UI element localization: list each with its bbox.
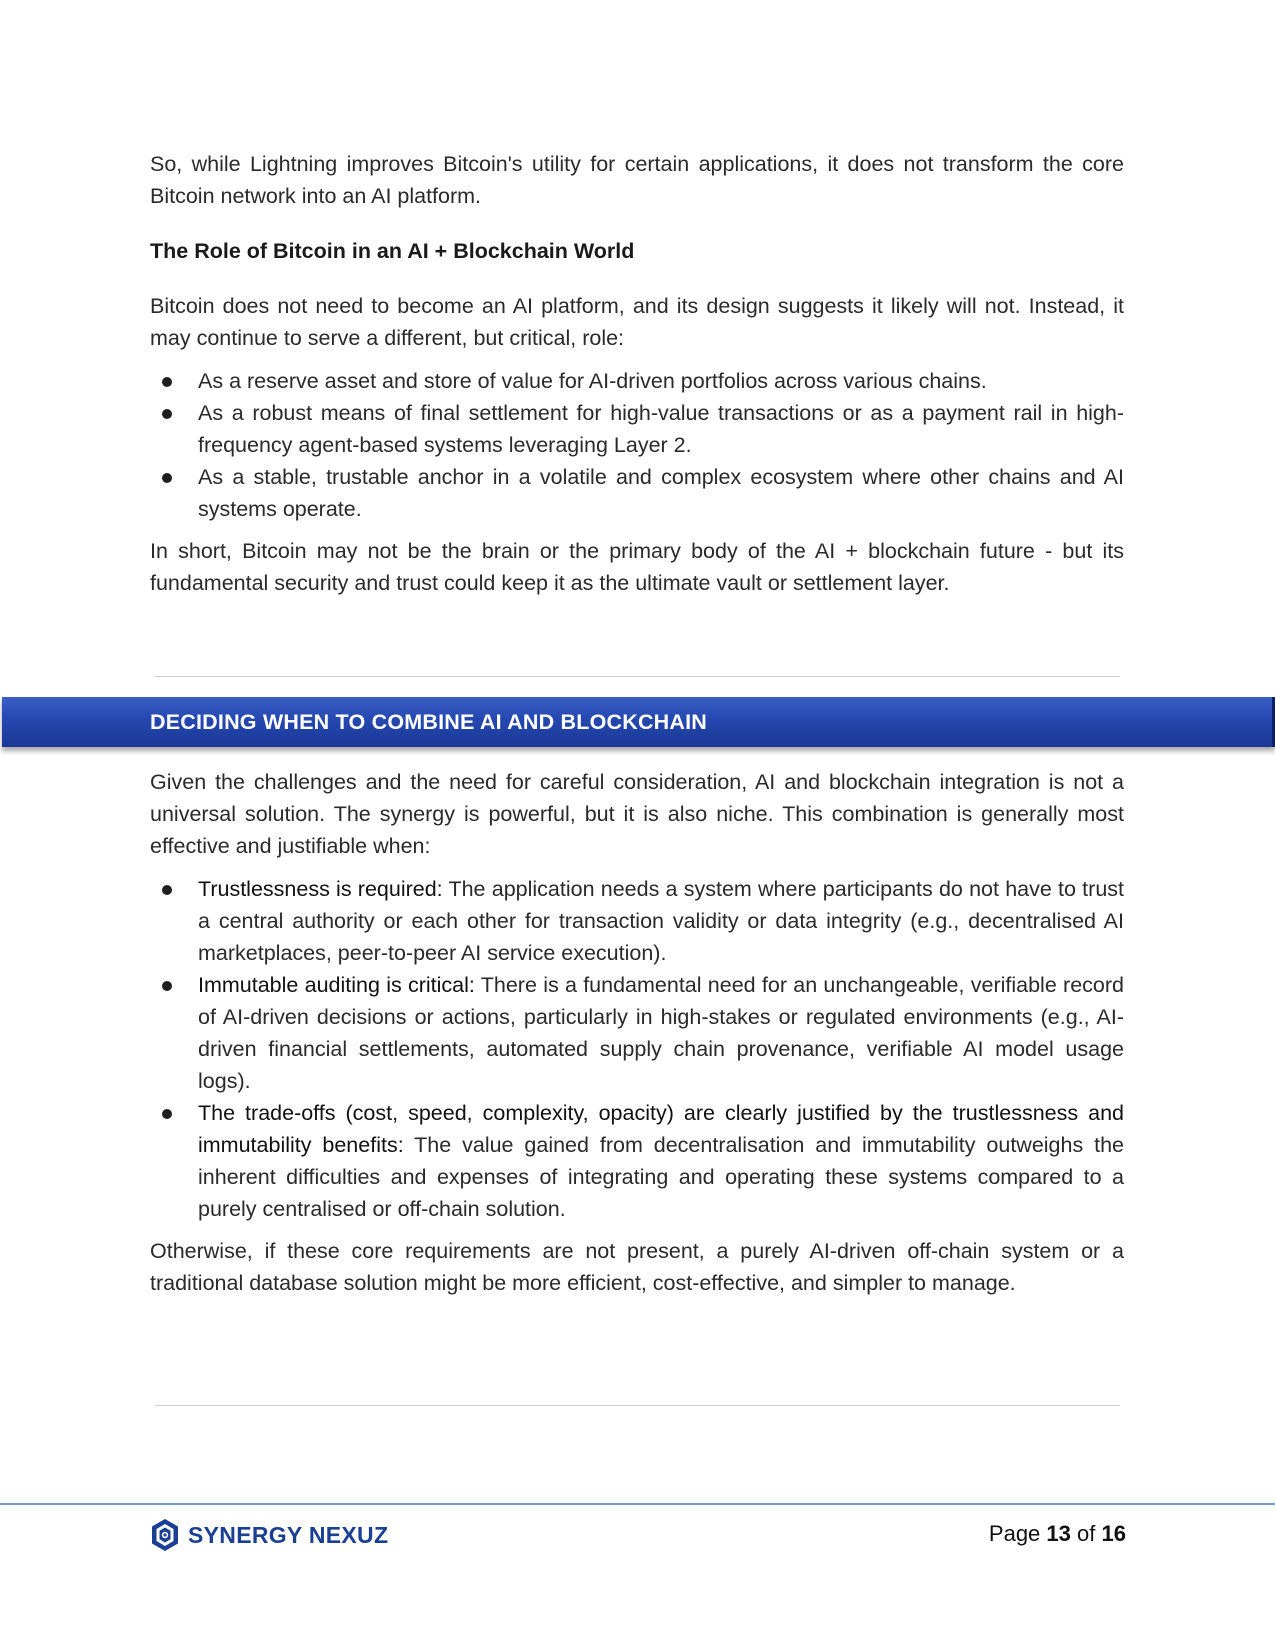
list-item: As a robust means of final settlement for high-value transactions or as a payment rail in high-frequency agent-based systems leveraging Layer 2. <box>150 397 1124 461</box>
section-heading: The Role of Bitcoin in an AI + Blockchain World <box>150 239 635 263</box>
divider <box>155 1405 1120 1406</box>
logo-text: SYNERGY NEXUZ <box>188 1521 389 1548</box>
total-pages: 16 <box>1101 1521 1126 1546</box>
bullet-lead: Trustlessness is required: <box>198 877 443 901</box>
banner-title: DECIDING WHEN TO COMBINE AI AND BLOCKCHAIN <box>150 710 708 734</box>
closing-paragraph: Otherwise, if these core requirements are not present, a purely AI-driven off-chain system or a traditional database solution might be more efficient, cost-effective, and simpler to manage. <box>150 1239 1124 1295</box>
bullet-lead: The trade-offs (cost, speed, complexity, opacity) are clearly justified by the trustlessness and immutability benefits: <box>198 1101 1124 1157</box>
divider <box>155 676 1120 677</box>
intro-paragraph: So, while Lightning improves Bitcoin's utility for certain applications, it does not transform the core Bitcoin network into an AI platform. <box>150 152 1124 208</box>
section-2 <box>150 766 1124 1299</box>
hexagon-logo-icon <box>150 1518 180 1552</box>
current-page: 13 <box>1046 1521 1071 1546</box>
summary-paragraph: In short, Bitcoin may not be the brain or the primary body of the AI + blockchain future - but its fundamental security and trust could keep it as the ultimate vault or settlement layer. <box>150 539 1124 595</box>
footer-rule <box>0 1503 1275 1505</box>
bullet-list <box>150 365 1124 525</box>
bullet-lead: Immutable auditing is critical: <box>198 973 475 997</box>
bullet-list <box>150 873 1124 1225</box>
page-number: Page 13 of 16 <box>988 1521 1126 1546</box>
bullet-icon <box>162 473 172 483</box>
list-item: The trade-offs (cost, speed, complexity, opacity) are clearly justified by the trustlessness and immutability benefits: The value gained from decentralisation and immutability outweighs the inherent difficulties and expenses of integrating and operating these systems compared to a purely centralised or off-chain solution. <box>150 1097 1124 1225</box>
section-banner <box>2 697 1275 747</box>
list-item: As a stable, trustable anchor in a volatile and complex ecosystem where other chains and AI systems operate. <box>150 461 1124 525</box>
bullet-icon <box>162 885 172 895</box>
list-item: Immutable auditing is critical: There is a fundamental need for an unchangeable, verifiable record of AI-driven decisions or actions, particularly in high-stakes or regulated environments (e.g., AI-driven financial settlements, automated supply chain provenance, verifiable AI model usage logs). <box>150 969 1124 1097</box>
bullet-icon <box>162 377 172 387</box>
bullet-icon <box>162 981 172 991</box>
body-paragraph: Given the challenges and the need for careful consideration, AI and blockchain integration is not a universal solution. The synergy is powerful, but it is also niche. This combination is generally most effective and justifiable when: <box>150 770 1124 858</box>
bullet-icon <box>162 409 172 419</box>
body-paragraph: Bitcoin does not need to become an AI platform, and its design suggests it likely will not. Instead, it may continue to serve a different, but critical, role: <box>150 294 1124 350</box>
section-1 <box>150 148 1124 599</box>
list-item: Trustlessness is required: The application needs a system where participants do not have to trust a central authority or each other for transaction validity or data integrity (e.g., decentralised AI marketplaces, peer-to-peer AI service execution). <box>150 873 1124 969</box>
brand-logo <box>150 1518 388 1552</box>
list-item: As a reserve asset and store of value for AI-driven portfolios across various chains. <box>150 365 1124 397</box>
bullet-icon <box>162 1109 172 1119</box>
